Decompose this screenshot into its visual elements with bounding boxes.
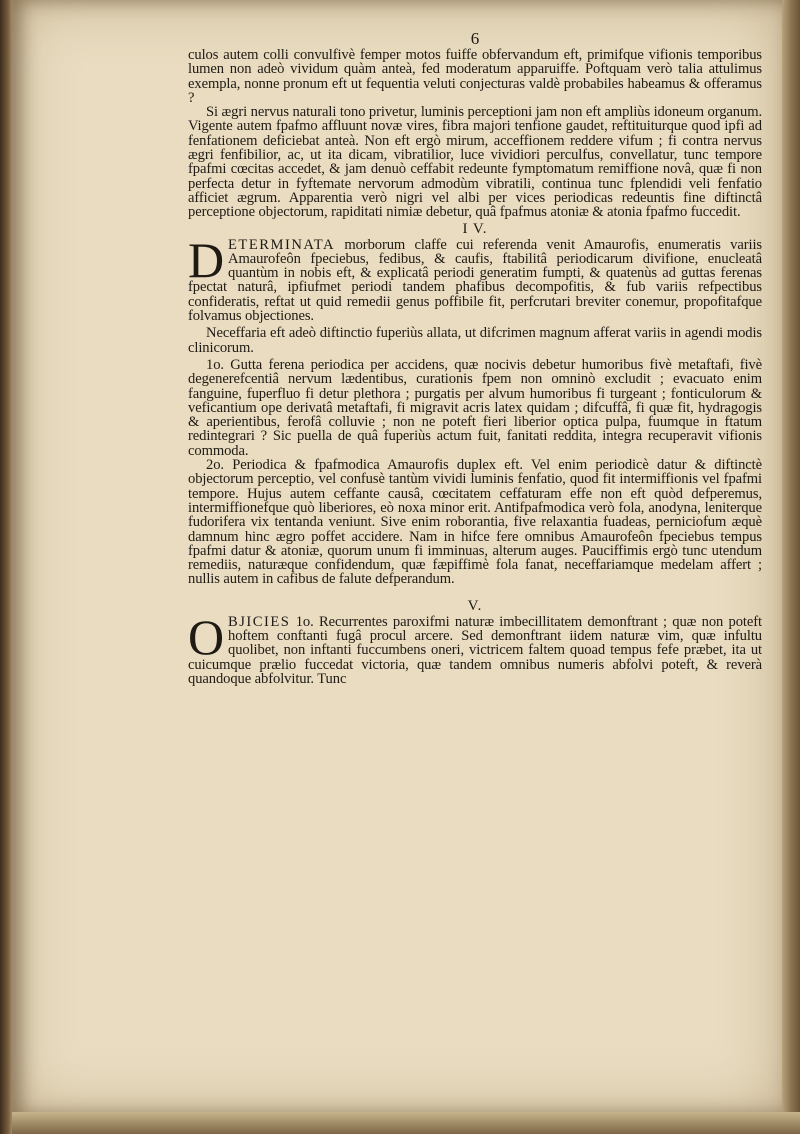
page-edge bbox=[782, 0, 800, 1134]
paragraph-objicies bbox=[188, 608, 762, 687]
paragraph-determinata bbox=[188, 231, 762, 325]
paragraph-continuation: culos autem colli convulfivè femper motos fuiffe obfervandum eft, primifque vifionis temporibus lumen non adeò vividum quàm anteà, fed moderatum apparuiffe. Poftquam verò talia attulimus exempla, nonne pronum eft ut fequentia veluti conjecturas valdè probabiles habeamus & offeramus ? bbox=[188, 47, 762, 106]
section-heading-iv: I V. bbox=[462, 220, 488, 237]
page-number: 6 bbox=[470, 29, 480, 48]
paragraph-necessaria: Neceffaria eft adeò diftinctio fuperiùs allata, ut difcrimen magnum afferat variis in agendi modis clinicorum. bbox=[188, 325, 762, 356]
paragraph-nervus: Si ægri nervus naturali tono privetur, luminis perceptioni jam non eft ampliùs idoneum organum. Vigente autem fpafmo affluunt novæ vires, fibra majori tenfione gaudet, reftituiturque quod ipfi ad fenfationem deficiebat anteà. Non eft ergò mirum, acceffionem reddere vifum ; fi contra nervus ægri fenfibilior, ac, ut ita dicam, vibratilior, luce vividiori perculfus, convellatur, tunc tempore fpafmi cœcitas accedet, & jam denuò ceffabit redeunte fymptomatum remiffione novâ, quæ fi non perfecta detur in fyftemate nervorum admodùm vibratili, continua tunc fplendidi veli fenfatio afficiet ægrum. Apparentia verò nigri vel albi per vices periodicas redeuntis fine diftinctâ perceptione objectorum, rapiditati nimiæ debetur, quâ fpafmus atoniæ & atonia fpafmo fuccedit. bbox=[188, 104, 762, 221]
page-content bbox=[188, 30, 762, 686]
section-heading-v: V. bbox=[467, 597, 483, 614]
paragraph-lead-caps: BJICIES bbox=[228, 613, 291, 630]
page-bottom-edge bbox=[12, 1112, 800, 1134]
drop-cap-d: D bbox=[188, 231, 225, 288]
paragraph-body: morborum claffe cui referenda venit Amaurofis, enumeratis variis Amaurofeôn fpeciebus, fedibus, & caufis, ftabilitâ periodicarum divifione, enucleatâ quantùm in nobis eft, & explicatâ periodi generatim fumpti, & quatenùs ad guttas ferenas fpectat naturâ, ipfiufmet periodi tandem phafibus decompofitis, & fub variis refpectibus confideratis, reftat ut quid remedii genus poffibile fit, perfcrutari breviter conemur, propofitafque folvamus objectiones. bbox=[188, 236, 762, 325]
paragraph-lead-caps: ETERMINATA bbox=[228, 236, 336, 253]
drop-cap-o: O bbox=[188, 608, 225, 665]
paragraph-periodica: 2o. Periodica & fpafmodica Amaurofis duplex eft. Vel enim periodicè datur & diftinctè objectorum perceptio, vel confusè tantùm vividi luminis fenfatio, quod fit intermiffionis vel fpafmi tempore. Hujus autem ceffante causâ, cœcitatem ceffaturam effe non eft quòd defperemus, intermiffionefque quò liberiores, eò noxa minor erit. Antifpafmodica verò fola, anodyna, leniterque fudorifera vix tentanda veniunt. Sive enim roborantia, five relaxantia fuadeas, perniciofum æquè damnum hinc ægro poffet accidere. Nam in hifce fere omnibus Amaurofeôn fpeciebus tempus fpafmi datur & atoniæ, quorum unum fi imminuas, alterum auges. Pauciffimis ergò tunc utendum remediis, naturæque confidendum, quæ fæpiffimè fola fanat, neceffariamque medelam affert ; nullis autem in cafibus de falute defperandum. bbox=[188, 457, 762, 588]
paragraph-body: 1o. Recurrentes paroxifmi naturæ imbecillitatem demonftrant ; quæ non poteft hoftem conftanti fugâ procul arcere. Sed demonftrant iidem naturæ vim, quæ infultu quolibet, non inftanti fuccumbens oneri, victricem faltem quoad tempus fefe præbet, ita ut cuicumque prælio fuccedat victoria, quæ tandem omnibus numeris abfolvi poteft, & reverà quandoque abfolvitur. Tunc bbox=[188, 613, 762, 687]
paragraph-gutta-serena: 1o. Gutta ferena periodica per accidens, quæ nocivis debetur humoribus fivè metaftafi, fivè degenerefcentiâ nervum lædentibus, curationis fpem non omninò excludit ; evacuato enim fanguine, fuperfluo fi detur plethora ; purgatis per alvum humoribus fi turgeant ; fonticulorum & veficantium ope derivatâ metaftafi, fi migravit acris latex quidam ; difcuffâ, fi quæ fit, hydragogis & aperientibus, ferofâ colluvie ; non ne poteft fieri liberior optica pulpa, fuumque in ftatum redintegrari ? Sic puella de quâ fuperiùs actum fuit, fanitati reddita, integra recuperavit vifionis commoda. bbox=[188, 356, 762, 459]
